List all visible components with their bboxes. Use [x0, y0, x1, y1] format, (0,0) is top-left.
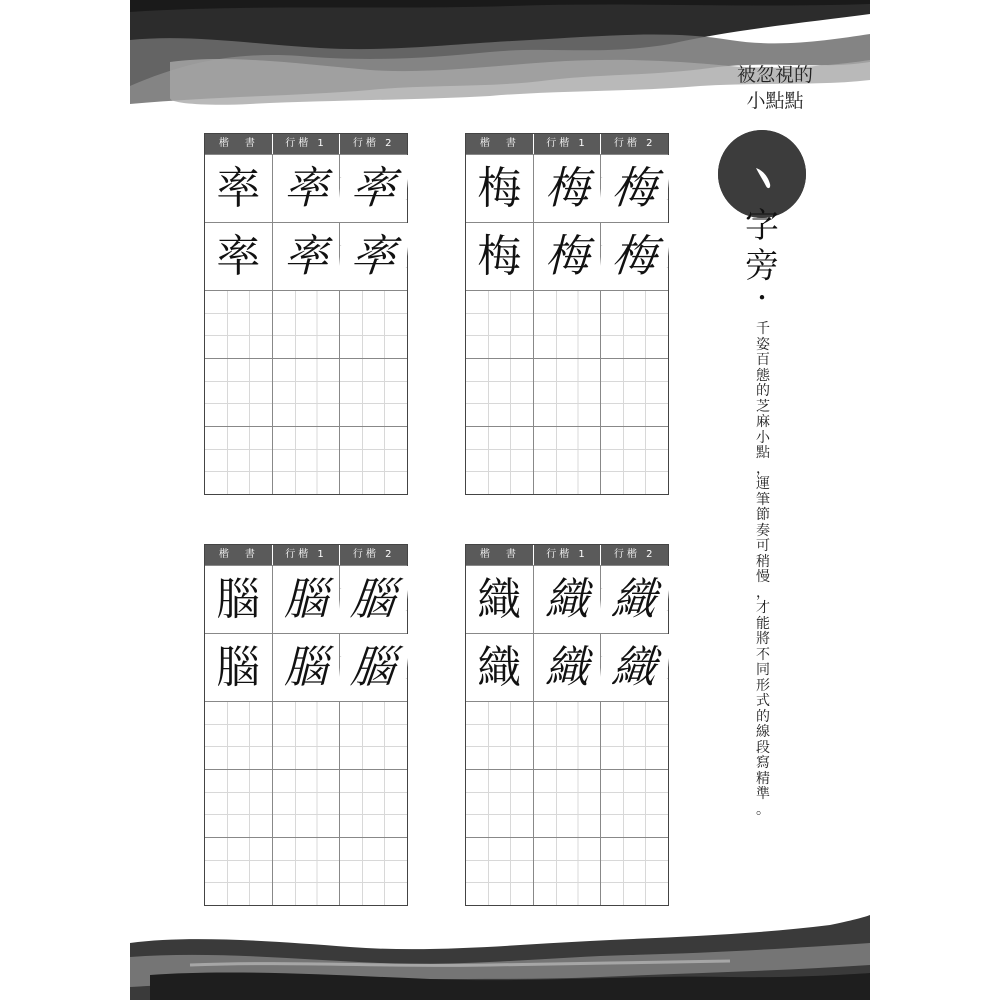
practice-row — [466, 701, 668, 769]
example-character: 梅 — [598, 223, 672, 290]
description-char: 點 — [756, 445, 770, 461]
blank-practice-cell[interactable] — [534, 770, 602, 837]
column-header: 楷 書 — [205, 545, 273, 565]
example-character: 織 — [598, 634, 672, 701]
practice-row — [466, 426, 668, 494]
example-cell — [205, 566, 273, 633]
description-char: 的 — [756, 383, 770, 399]
blank-practice-cell[interactable] — [601, 291, 668, 358]
practice-row — [466, 837, 668, 905]
blank-practice-cell[interactable] — [273, 427, 341, 494]
description-vertical-text — [752, 322, 774, 818]
example-character: 梅 — [534, 155, 601, 222]
description-char: 線 — [756, 724, 770, 740]
blank-practice-cell[interactable] — [340, 838, 407, 905]
example-character: 率 — [337, 155, 411, 222]
ink-wash-bottom-decoration — [130, 905, 870, 1000]
example-character: 織 — [534, 566, 601, 633]
description-char: 稍 — [756, 553, 770, 570]
sheet-header — [466, 545, 668, 565]
blank-practice-cell[interactable] — [466, 702, 534, 769]
example-cell — [466, 566, 534, 633]
description-char: 節 — [756, 507, 770, 523]
example-character: 腦 — [205, 566, 272, 633]
example-row — [205, 222, 407, 290]
column-header: 行楷 2 — [613, 138, 656, 149]
blank-practice-cell[interactable] — [273, 702, 341, 769]
description-char: ， — [756, 460, 770, 477]
blank-practice-cell[interactable] — [205, 427, 273, 494]
practice-row — [466, 290, 668, 358]
column-header: 行楷 1 — [534, 134, 602, 154]
blank-practice-cell[interactable] — [534, 702, 602, 769]
practice-sheet-3 — [204, 544, 408, 906]
practice-row — [205, 769, 407, 837]
blank-practice-cell[interactable] — [466, 291, 534, 358]
example-cell — [601, 566, 668, 633]
blank-practice-cell[interactable] — [273, 291, 341, 358]
example-character: 梅 — [466, 155, 533, 222]
column-header: 楷 書 — [205, 134, 273, 154]
example-row — [205, 565, 407, 633]
column-header: 行楷 2 — [613, 549, 656, 560]
blank-practice-cell[interactable] — [340, 702, 407, 769]
blank-practice-cell[interactable] — [340, 291, 407, 358]
description-char: 的 — [756, 708, 770, 725]
practice-row — [205, 426, 407, 494]
blank-practice-cell[interactable] — [205, 770, 273, 837]
blank-practice-cell[interactable] — [340, 770, 407, 837]
description-char: 千 — [756, 321, 770, 337]
dot-stroke-emblem — [718, 130, 806, 218]
heading-line-1: 被忽視的 — [736, 64, 813, 86]
example-cell — [466, 634, 534, 701]
description-char: 奏 — [756, 522, 770, 539]
blank-practice-cell[interactable] — [601, 770, 668, 837]
description-char: 段 — [756, 739, 770, 756]
example-row — [205, 633, 407, 701]
example-row — [466, 154, 668, 222]
description-char: 慢 — [756, 569, 770, 585]
column-header: 行楷 1 — [534, 545, 602, 565]
example-character: 梅 — [534, 223, 601, 290]
example-character: 腦 — [273, 634, 340, 701]
description-char: ， — [756, 584, 770, 601]
example-cell — [205, 634, 273, 701]
blank-practice-cell[interactable] — [205, 291, 273, 358]
description-char: 才 — [756, 600, 770, 616]
example-character: 腦 — [337, 634, 411, 701]
radical-char-2: 旁 — [745, 246, 779, 286]
practice-row — [205, 290, 407, 358]
practice-row — [205, 837, 407, 905]
blank-practice-cell[interactable] — [273, 770, 341, 837]
example-cell — [340, 155, 407, 222]
description-char: 不 — [756, 646, 770, 663]
column-header: 行楷 2 — [352, 138, 395, 149]
example-character: 梅 — [466, 223, 533, 290]
example-character: 梅 — [598, 155, 672, 222]
blank-practice-cell[interactable] — [340, 359, 407, 426]
radical-title — [744, 206, 780, 310]
column-header: 楷 書 — [466, 134, 534, 154]
blank-practice-cell[interactable] — [340, 427, 407, 494]
sheet-header — [205, 134, 407, 154]
example-row — [466, 633, 668, 701]
blank-practice-cell[interactable] — [205, 359, 273, 426]
description-char: 百 — [756, 352, 770, 368]
example-cell — [601, 634, 668, 701]
example-row — [466, 565, 668, 633]
description-char: 寫 — [756, 755, 770, 771]
description-char: 精 — [756, 770, 770, 787]
section-heading — [710, 62, 840, 114]
radical-char-1: 字 — [745, 206, 779, 246]
blank-practice-cell[interactable] — [273, 359, 341, 426]
practice-sheet-2 — [465, 133, 669, 495]
example-cell — [601, 223, 668, 290]
example-cell — [601, 155, 668, 222]
dot-stroke-icon — [718, 130, 806, 218]
sheet-header — [466, 134, 668, 154]
example-row — [205, 154, 407, 222]
description-char: 芝 — [756, 398, 770, 415]
blank-practice-cell[interactable] — [601, 838, 668, 905]
blank-practice-cell[interactable] — [601, 359, 668, 426]
example-character: 織 — [534, 634, 601, 701]
example-cell — [534, 566, 602, 633]
column-header: 行楷 1 — [273, 545, 341, 565]
example-cell — [273, 634, 341, 701]
practice-row — [466, 358, 668, 426]
description-char: 。 — [756, 801, 770, 818]
example-cell — [534, 634, 602, 701]
column-header: 楷 書 — [466, 545, 534, 565]
example-cell — [205, 155, 273, 222]
description-char: 準 — [756, 786, 770, 802]
sheet-header — [205, 545, 407, 565]
blank-practice-cell[interactable] — [466, 838, 534, 905]
practice-sheet-4 — [465, 544, 669, 906]
practice-sheet-1 — [204, 133, 408, 495]
practice-row — [466, 769, 668, 837]
example-character: 腦 — [273, 566, 340, 633]
description-char: 能 — [756, 615, 770, 632]
blank-practice-cell[interactable] — [534, 838, 602, 905]
workbook-page — [130, 0, 870, 1000]
example-cell — [273, 566, 341, 633]
example-character: 率 — [273, 155, 340, 222]
column-header: 行楷 2 — [352, 549, 395, 560]
blank-practice-cell[interactable] — [534, 291, 602, 358]
example-character: 織 — [598, 566, 672, 633]
blank-practice-cell[interactable] — [601, 427, 668, 494]
example-row — [466, 222, 668, 290]
example-cell — [340, 223, 407, 290]
description-char: 運 — [756, 476, 770, 492]
example-cell — [273, 155, 341, 222]
column-header: 行楷 1 — [273, 134, 341, 154]
blank-practice-cell[interactable] — [205, 838, 273, 905]
practice-row — [205, 701, 407, 769]
heading-line-2: 小點點 — [746, 90, 804, 112]
example-cell — [273, 223, 341, 290]
example-character: 率 — [205, 223, 272, 290]
practice-row — [205, 358, 407, 426]
example-cell — [466, 223, 534, 290]
blank-practice-cell[interactable] — [601, 702, 668, 769]
example-character: 織 — [466, 634, 533, 701]
blank-practice-cell[interactable] — [466, 770, 534, 837]
description-char: 式 — [756, 693, 770, 709]
blank-practice-cell[interactable] — [534, 359, 602, 426]
blank-practice-cell[interactable] — [466, 427, 534, 494]
description-char: 將 — [756, 631, 770, 647]
example-cell — [340, 566, 407, 633]
example-character: 腦 — [205, 634, 272, 701]
example-cell — [466, 155, 534, 222]
blank-practice-cell[interactable] — [466, 359, 534, 426]
description-char: 麻 — [756, 414, 770, 430]
description-char: 可 — [756, 538, 770, 554]
description-char: 姿 — [756, 336, 770, 353]
example-cell — [534, 155, 602, 222]
example-cell — [340, 634, 407, 701]
blank-practice-cell[interactable] — [273, 838, 341, 905]
description-char: 筆 — [756, 491, 770, 508]
example-character: 織 — [466, 566, 533, 633]
example-character: 腦 — [337, 566, 411, 633]
radical-dot: ・ — [750, 284, 774, 312]
description-char: 小 — [756, 429, 770, 446]
description-char: 態 — [756, 367, 770, 384]
example-character: 率 — [337, 223, 411, 290]
blank-practice-cell[interactable] — [205, 702, 273, 769]
example-character: 率 — [273, 223, 340, 290]
example-character: 率 — [205, 155, 272, 222]
example-cell — [534, 223, 602, 290]
example-cell — [205, 223, 273, 290]
description-char: 形 — [756, 677, 770, 694]
description-char: 同 — [756, 662, 770, 678]
blank-practice-cell[interactable] — [534, 427, 602, 494]
